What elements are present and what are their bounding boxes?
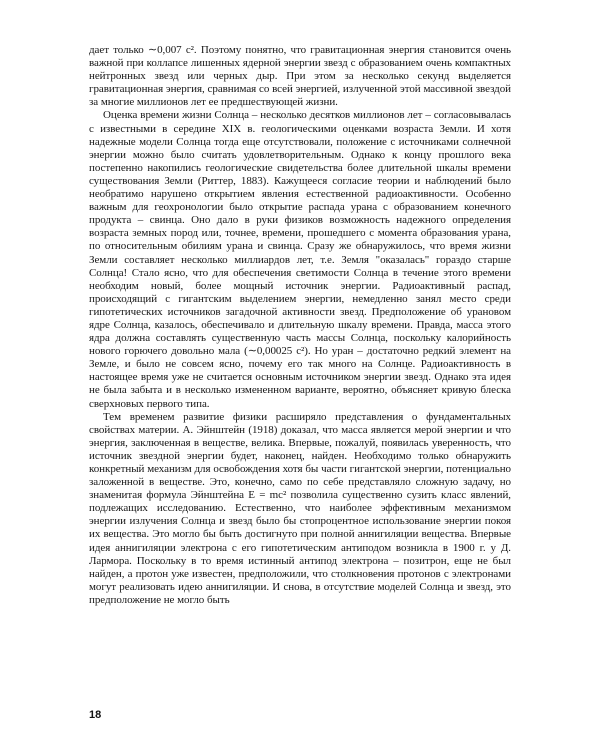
paragraph-1: дает только ∼0,007 c². Поэтому понятно, что гравитационная энергия становится очень важной при коллапсе лишенных ядерной энергии звезд с образованием очень компактных нейтронных звезд или черных дыр. При этом за несколько секунд выделяется гравитационная энергия, сравнимая со всей энергией, излученной этой массивной звездой за многие миллионов лет ее предшествующей жизни. bbox=[89, 44, 511, 109]
page-number: 18 bbox=[89, 709, 102, 721]
page-body bbox=[89, 44, 511, 607]
paragraph-2: Оценка времени жизни Солнца – несколько десятков миллионов лет – согласовывалась с известными в середине XIX в. геологическими оценками возраста Земли. И хотя надежные модели Солнца тогда еще отсутствовали, положение с источниками солнечной энергии можно было считать удовлетворительным. Однако к концу прошлого века постепенно накопились геологические свидетельства более длительной шкалы времени существования Земли (Риттер, 1883). Кажущееся согласие теории и наблюдений было необратимо нарушено открытием явления естественной радиоактивности. Особенно важным для геохронологии было открытие распада урана с образованием конечного продукта – свинца. Оно дало в руки физиков возможность надежного определения возраста земных пород или, точнее, времени, прошедшего с момента образования урана, по относительным обилиям урана и свинца. Сразу же обнаружилось, что время жизни Земли составляет несколько миллиардов лет, т.е. Земля "оказалась" гораздо старше Солнца! Стало ясно, что для обеспечения светимости Солнца в течение этого времени необходим новый, более мощный источник энергии. Радиоактивный распад, происходящий с гигантским выделением энергии, немедленно занял место среди гипотетических источников загадочной активности звезд. Предположение об урановом ядре Солнца, казалось, обеспечивало и длительную шкалу времени. Правда, масса этого ядра должна составлять существенную часть массы Солнца, поскольку калорийность нового горючего довольно мала (∼0,00025 c²). Но уран – достаточно редкий элемент на Земле, и было не совсем ясно, почему его так много на Солнце. Радиоактивность в настоящее время уже не считается основным источником энергии звезд. Однако эта идея не была забыта и в несколько измененном варианте, вероятно, объясняет кривую блеска сверхновых первого типа. bbox=[89, 109, 511, 410]
paragraph-3: Тем временем развитие физики расширяло представления о фундаментальных свойствах материи. А. Эйнштейн (1918) доказал, что масса является мерой энергии и что энергия, заключенная в веществе, велика. Впервые, пожалуй, появилась уверенность, что источник звездной энергии будет, наконец, найден. Необходимо только обнаружить конкретный механизм для освобождения хотя бы части гигантской энергии, потенциально заложенной в веществе. Это, конечно, само по себе представляло сложную задачу, но знаменитая формула Эйнштейна E = mc² позволила существенно сузить класс явлений, подлежащих исследованию. Естественно, что наиболее эффективным механизмом энергии излучения Солнца и звезд было бы стопроцентное использование энергии покоя их вещества. Это могло бы быть достигнуто при полной аннигиляции вещества. Впервые идея аннигиляции электрона с его гипотетическим антиподом возникла в 1900 г. у Д. Лармора. Поскольку в то время истинный антипод электрона – позитрон, еще не был найден, а протон уже известен, предположили, что столкновения протонов с электронами могут реализовать идею аннигиляции. И снова, в отсутствие моделей Солнца и звезд, это предположение не могло быть bbox=[89, 410, 511, 606]
